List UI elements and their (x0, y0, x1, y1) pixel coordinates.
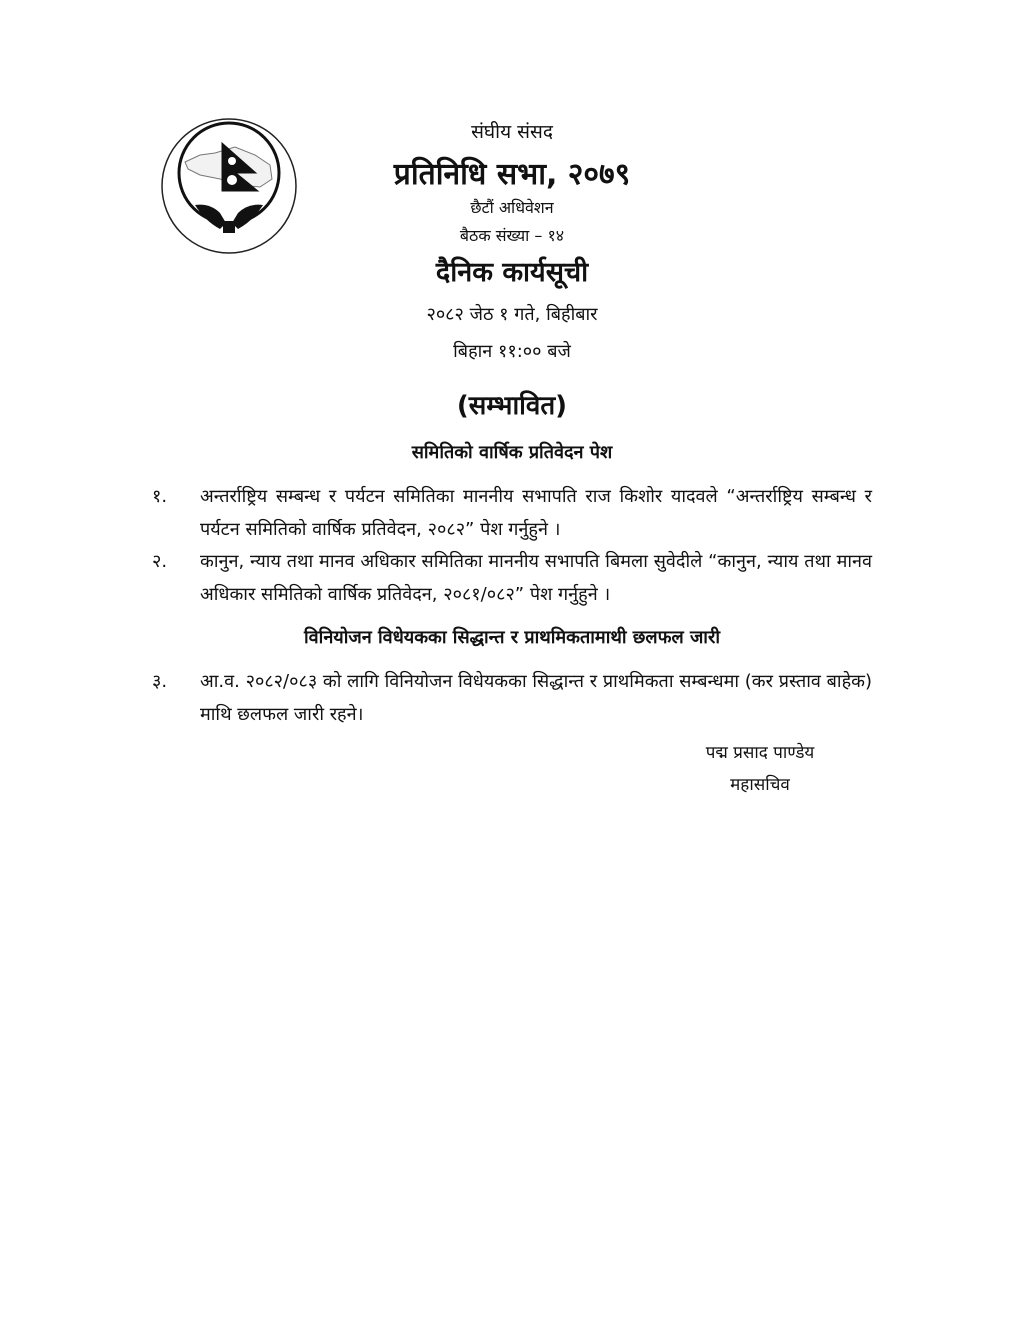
signatory-title: महासचिव (730, 775, 790, 795)
agenda-item (152, 665, 872, 731)
probable-label: (सम्भावित) (456, 391, 568, 421)
agenda-item (152, 480, 872, 546)
parliament-name: संघीय संसद (471, 121, 553, 143)
meeting-number: बैठक संख्या – १४ (459, 226, 565, 245)
meeting-date: २०८२ जेठ १ गते, बिहीबार (426, 304, 598, 325)
meeting-time: बिहान ११:०० बजे (453, 341, 571, 362)
item-number: २. (152, 551, 168, 572)
page-title: दैनिक कार्यसूची (435, 257, 589, 288)
item-number: १. (152, 486, 168, 507)
item-number: ३. (152, 671, 168, 692)
signatory-name: पद्म प्रसाद पाण्डेय (705, 743, 815, 763)
house-name: प्रतिनिधि सभा, २०७९ (393, 157, 631, 192)
item-text: अन्तर्राष्ट्रिय सम्बन्ध र पर्यटन समितिका माननीय सभापति राज किशोर यादवले “अन्तर्राष्ट्रिय सम्बन्ध र पर्यटन समितिको वार्षिक प्रतिवेदन, २०८२” पेश गर्नुहुने । (200, 486, 872, 540)
agenda-item (152, 545, 872, 611)
section-heading-annual-report: समितिको वार्षिक प्रतिवेदन पेश (411, 442, 613, 463)
item-text: आ.व. २०८२/०८३ को लागि विनियोजन विधेयकका सिद्धान्त र प्राथमिकता सम्बन्धमा (कर प्रस्ताव बाहेक) माथि छलफल जारी रहने। (200, 671, 872, 725)
section-heading-appropriation: विनियोजन विधेयकका सिद्धान्त र प्राथमिकतामाथी छलफल जारी (303, 627, 720, 648)
item-text: कानुन, न्याय तथा मानव अधिकार समितिका माननीय सभापति बिमला सुवेदीले “कानुन, न्याय तथा मानव अधिकार समितिको वार्षिक प्रतिवेदन, २०८१/०८२” पेश गर्नुहुने । (200, 551, 872, 605)
session-label: छैटौं अधिवेशन (470, 198, 554, 217)
